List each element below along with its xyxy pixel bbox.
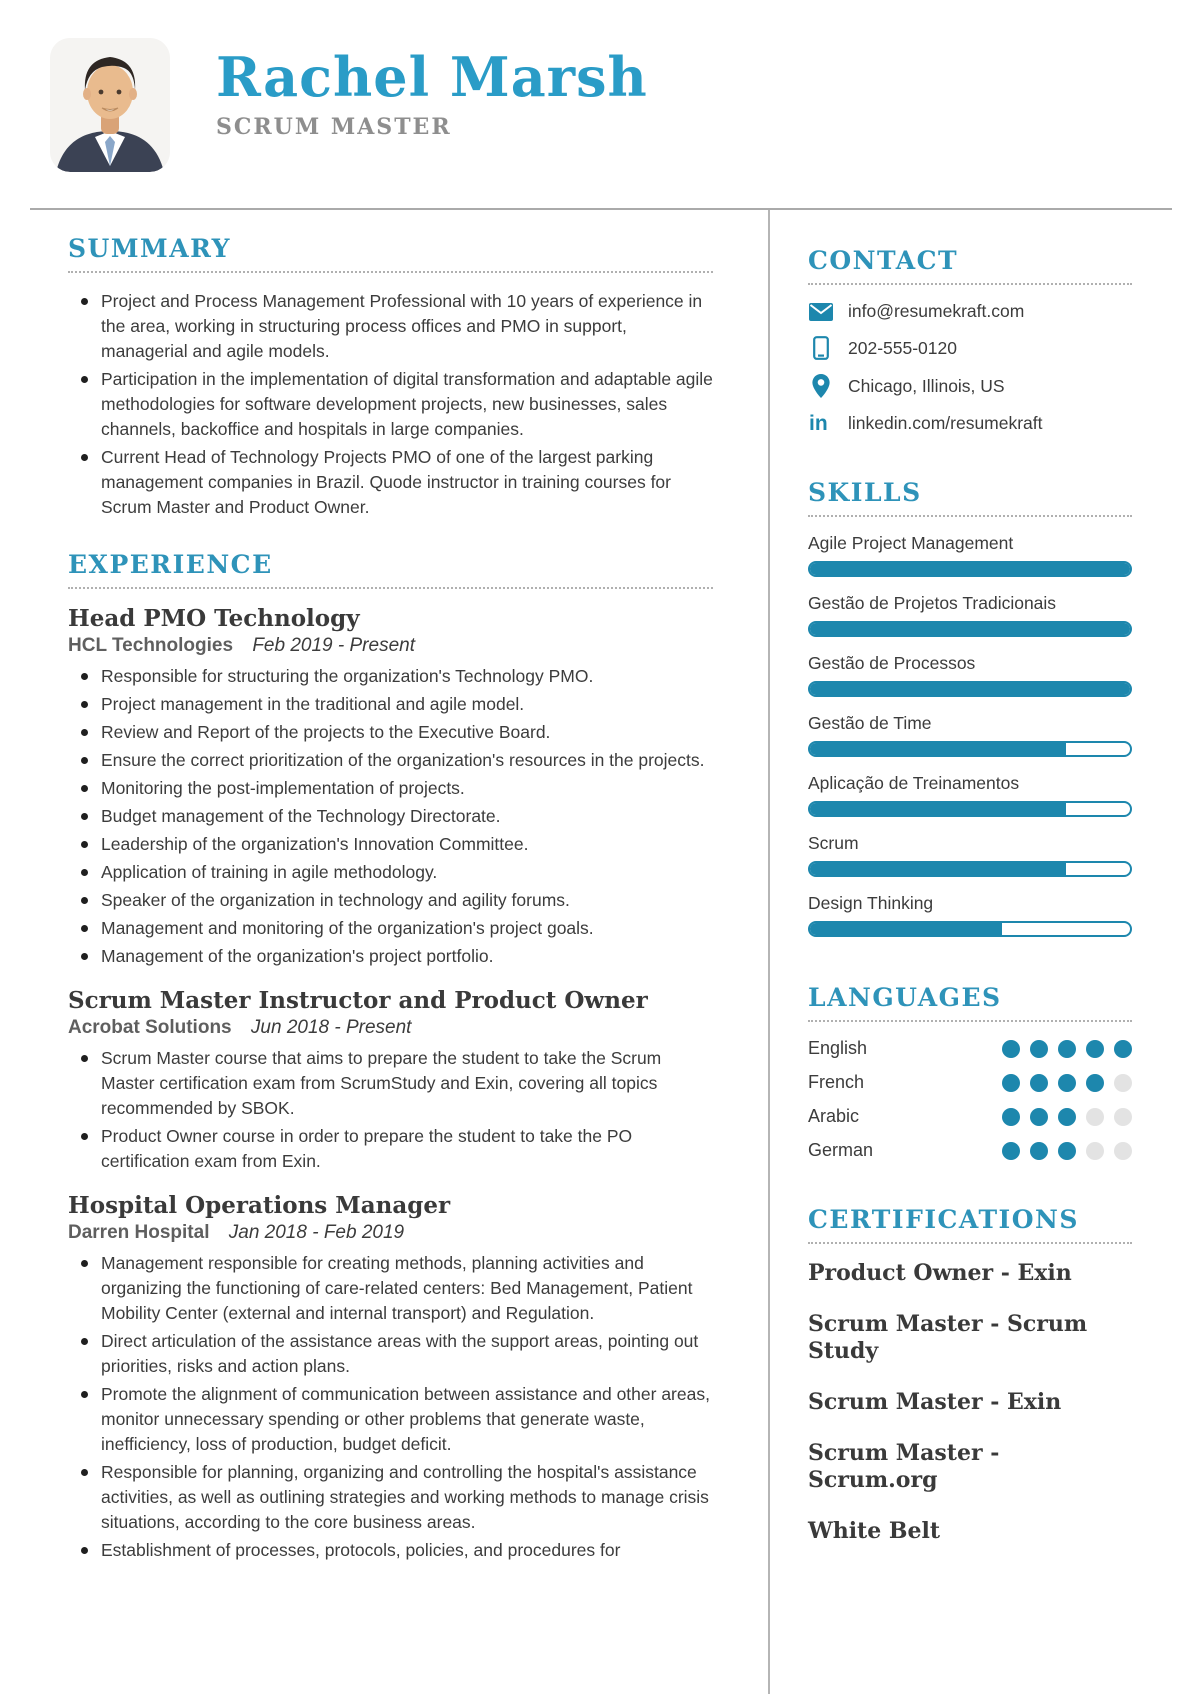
job-meta bbox=[68, 1017, 713, 1039]
person-name: Rachel Marsh bbox=[216, 45, 648, 109]
bullet-item: Project management in the traditional and agile model. bbox=[68, 692, 713, 717]
profile-photo bbox=[50, 38, 170, 172]
header-text bbox=[216, 38, 648, 140]
skill-item bbox=[808, 833, 1132, 877]
skill-bar bbox=[808, 681, 1132, 697]
portrait-illustration bbox=[50, 38, 170, 172]
skill-name: Gestão de Time bbox=[808, 713, 932, 733]
language-name: French bbox=[808, 1072, 865, 1092]
bullet-item: Leadership of the organization's Innovation Committee. bbox=[68, 832, 713, 857]
job-title: Scrum Master Instructor and Product Owner bbox=[68, 987, 648, 1014]
contact-row bbox=[808, 374, 1132, 398]
language-row bbox=[808, 1106, 1132, 1127]
contact-list bbox=[808, 301, 1132, 434]
certification-item: Scrum Master - Exin bbox=[808, 1389, 1062, 1415]
bullet-item: Application of training in agile methodology. bbox=[68, 860, 713, 885]
skill-bar-fill bbox=[810, 923, 1002, 935]
certification-item: Scrum Master - Scrum.org bbox=[808, 1440, 1000, 1493]
level-dot-filled bbox=[1030, 1074, 1048, 1092]
email-icon bbox=[808, 302, 834, 322]
summary-list bbox=[68, 289, 713, 520]
bullet-item: Current Head of Technology Projects PMO of one of the largest parking management companies in Brazil. Quode instructor in training courses for Scrum Master and Product Owner. bbox=[68, 445, 713, 520]
contact-text: 202-555-0120 bbox=[848, 337, 957, 358]
skill-name: Gestão de Processos bbox=[808, 653, 976, 673]
heading-underline bbox=[808, 515, 1132, 517]
linkedin-icon bbox=[808, 412, 834, 434]
job-dates: Feb 2019 - Present bbox=[252, 635, 415, 656]
certification-item: Scrum Master - Scrum Study bbox=[808, 1311, 1088, 1364]
skill-name: Design Thinking bbox=[808, 893, 934, 913]
job-bullets bbox=[68, 664, 713, 969]
experience-section bbox=[68, 550, 713, 1563]
skill-bar-fill bbox=[810, 623, 1130, 635]
skill-bar bbox=[808, 921, 1132, 937]
contact-text: info@resumekraft.com bbox=[848, 301, 1025, 321]
job-entry bbox=[68, 987, 713, 1174]
skill-bar-fill bbox=[810, 683, 1130, 695]
skill-name: Gestão de Projetos Tradicionais bbox=[808, 593, 1057, 613]
jobs-list bbox=[68, 605, 713, 1563]
job-meta bbox=[68, 1222, 713, 1244]
job-company: Darren Hospital bbox=[68, 1222, 210, 1243]
heading-underline bbox=[808, 1020, 1132, 1022]
language-dots bbox=[1002, 1074, 1132, 1092]
language-dots bbox=[1002, 1108, 1132, 1126]
bullet-item: Speaker of the organization in technology and agility forums. bbox=[68, 888, 713, 913]
level-dot-empty bbox=[1114, 1142, 1132, 1160]
skills-heading: SKILLS bbox=[808, 478, 922, 507]
level-dot-filled bbox=[1030, 1040, 1048, 1058]
skill-name: Aplicação de Treinamentos bbox=[808, 773, 1020, 793]
level-dot-filled bbox=[1058, 1142, 1076, 1160]
bullet-item: Management of the organization's project portfolio. bbox=[68, 944, 713, 969]
bullet-item: Responsible for structuring the organization's Technology PMO. bbox=[68, 664, 713, 689]
header bbox=[0, 0, 1200, 172]
language-dots bbox=[1002, 1142, 1132, 1160]
job-bullets bbox=[68, 1046, 713, 1174]
contact-heading: CONTACT bbox=[808, 246, 959, 275]
skill-bar-fill bbox=[810, 803, 1066, 815]
language-name: Arabic bbox=[808, 1106, 860, 1126]
contact-row bbox=[808, 412, 1132, 434]
certifications-heading: CERTIFICATIONS bbox=[808, 1205, 1079, 1234]
bullet-item: Product Owner course in order to prepare the student to take the PO certification exam from Exin. bbox=[68, 1124, 713, 1174]
skill-item bbox=[808, 593, 1132, 637]
summary-section bbox=[68, 234, 713, 520]
bullet-item: Budget management of the Technology Directorate. bbox=[68, 804, 713, 829]
level-dot-filled bbox=[1058, 1108, 1076, 1126]
language-dots bbox=[1002, 1040, 1132, 1058]
contact-row bbox=[808, 336, 1132, 360]
column-divider bbox=[768, 210, 770, 1694]
level-dot-empty bbox=[1114, 1074, 1132, 1092]
skill-bar bbox=[808, 861, 1132, 877]
phone-icon bbox=[808, 336, 834, 360]
languages-section bbox=[808, 983, 1132, 1161]
skill-item bbox=[808, 533, 1132, 577]
bullet-item: Management responsible for creating methods, planning activities and organizing the functioning of care-related centers: Bed Management, Patient Mobility Center (external and internal transport) and Regulation. bbox=[68, 1251, 713, 1326]
skill-bar-fill bbox=[810, 743, 1066, 755]
level-dot-filled bbox=[1002, 1142, 1020, 1160]
contact-text: Chicago, Illinois, US bbox=[848, 375, 1005, 396]
heading-underline bbox=[68, 587, 713, 589]
level-dot-filled bbox=[1002, 1074, 1020, 1092]
level-dot-filled bbox=[1086, 1074, 1104, 1092]
bullet-item: Management and monitoring of the organization's project goals. bbox=[68, 916, 713, 941]
contact-row bbox=[808, 301, 1132, 322]
skill-bar bbox=[808, 621, 1132, 637]
contact-text: linkedin.com/resumekraft bbox=[848, 412, 1043, 433]
language-row bbox=[808, 1140, 1132, 1161]
language-name: German bbox=[808, 1140, 874, 1160]
bullet-item: Review and Report of the projects to the Executive Board. bbox=[68, 720, 713, 745]
bullet-item: Establishment of processes, protocols, policies, and procedures for bbox=[68, 1538, 713, 1563]
level-dot-filled bbox=[1058, 1040, 1076, 1058]
heading-underline bbox=[68, 271, 713, 273]
bullet-item: Responsible for planning, organizing and controlling the hospital's assistance activities, as well as outlining strategies and working methods to manage crisis situations, according to the core business areas. bbox=[68, 1460, 713, 1535]
level-dot-filled bbox=[1086, 1040, 1104, 1058]
job-entry bbox=[68, 1192, 713, 1563]
skill-item bbox=[808, 713, 1132, 757]
experience-heading: EXPERIENCE bbox=[68, 550, 273, 579]
content-columns bbox=[0, 210, 1200, 1694]
skill-bar bbox=[808, 741, 1132, 757]
language-row bbox=[808, 1038, 1132, 1059]
level-dot-empty bbox=[1086, 1108, 1104, 1126]
language-name: English bbox=[808, 1038, 868, 1058]
level-dot-filled bbox=[1030, 1108, 1048, 1126]
languages-list bbox=[808, 1038, 1132, 1161]
skills-section bbox=[808, 478, 1132, 937]
person-job-title: SCRUM MASTER bbox=[216, 114, 452, 140]
skill-bar-fill bbox=[810, 863, 1066, 875]
skill-bar bbox=[808, 801, 1132, 817]
level-dot-filled bbox=[1058, 1074, 1076, 1092]
job-entry bbox=[68, 605, 713, 969]
job-company: Acrobat Solutions bbox=[68, 1017, 232, 1038]
heading-underline bbox=[808, 1242, 1132, 1244]
level-dot-empty bbox=[1114, 1108, 1132, 1126]
certifications-list bbox=[808, 1260, 1132, 1545]
skill-name: Agile Project Management bbox=[808, 533, 1014, 553]
skill-item bbox=[808, 653, 1132, 697]
level-dot-filled bbox=[1114, 1040, 1132, 1058]
level-dot-filled bbox=[1030, 1142, 1048, 1160]
skill-item bbox=[808, 893, 1132, 937]
skill-name: Scrum bbox=[808, 833, 859, 853]
bullet-item: Project and Process Management Professional with 10 years of experience in the area, working in structuring process offices and PMO in support, managerial and agile models. bbox=[68, 289, 713, 364]
level-dot-filled bbox=[1002, 1108, 1020, 1126]
certification-item: White Belt bbox=[808, 1518, 940, 1544]
skills-list bbox=[808, 533, 1132, 937]
level-dot-empty bbox=[1086, 1142, 1104, 1160]
location-icon bbox=[808, 374, 834, 398]
skill-bar bbox=[808, 561, 1132, 577]
bullet-item: Direct articulation of the assistance areas with the support areas, pointing out priorities, risks and action plans. bbox=[68, 1329, 713, 1379]
job-title: Head PMO Technology bbox=[68, 605, 360, 632]
summary-heading: SUMMARY bbox=[68, 234, 231, 263]
job-meta bbox=[68, 635, 713, 657]
job-title: Hospital Operations Manager bbox=[68, 1192, 451, 1219]
certification-item: Product Owner - Exin bbox=[808, 1260, 1072, 1286]
bullet-item: Monitoring the post-implementation of projects. bbox=[68, 776, 713, 801]
languages-heading: LANGUAGES bbox=[808, 983, 1002, 1012]
level-dot-filled bbox=[1002, 1040, 1020, 1058]
heading-underline bbox=[808, 283, 1132, 285]
sidebar bbox=[808, 210, 1132, 1694]
bullet-item: Participation in the implementation of digital transformation and adaptable agile methodologies for software development projects, new businesses, sales channels, backoffice and hospitals in large companies. bbox=[68, 367, 713, 442]
job-company: HCL Technologies bbox=[68, 635, 234, 656]
language-row bbox=[808, 1072, 1132, 1093]
certifications-section bbox=[808, 1205, 1132, 1545]
main-column bbox=[68, 210, 713, 1694]
contact-section bbox=[808, 246, 1132, 434]
job-dates: Jan 2018 - Feb 2019 bbox=[228, 1222, 405, 1243]
job-dates: Jun 2018 - Present bbox=[250, 1017, 412, 1038]
svg-text:in: in bbox=[809, 412, 828, 434]
job-bullets bbox=[68, 1251, 713, 1563]
bullet-item: Promote the alignment of communication between assistance and other areas, monitor unnecessary spending or other problems that generate waste, inefficiency, loss of production, budget deficit. bbox=[68, 1382, 713, 1457]
skill-bar-fill bbox=[810, 563, 1130, 575]
bullet-item: Ensure the correct prioritization of the organization's resources in the projects. bbox=[68, 748, 713, 773]
bullet-item: Scrum Master course that aims to prepare the student to take the Scrum Master certification exam from ScrumStudy and Exin, covering all topics recommended by SBOK. bbox=[68, 1046, 713, 1121]
skill-item bbox=[808, 773, 1132, 817]
